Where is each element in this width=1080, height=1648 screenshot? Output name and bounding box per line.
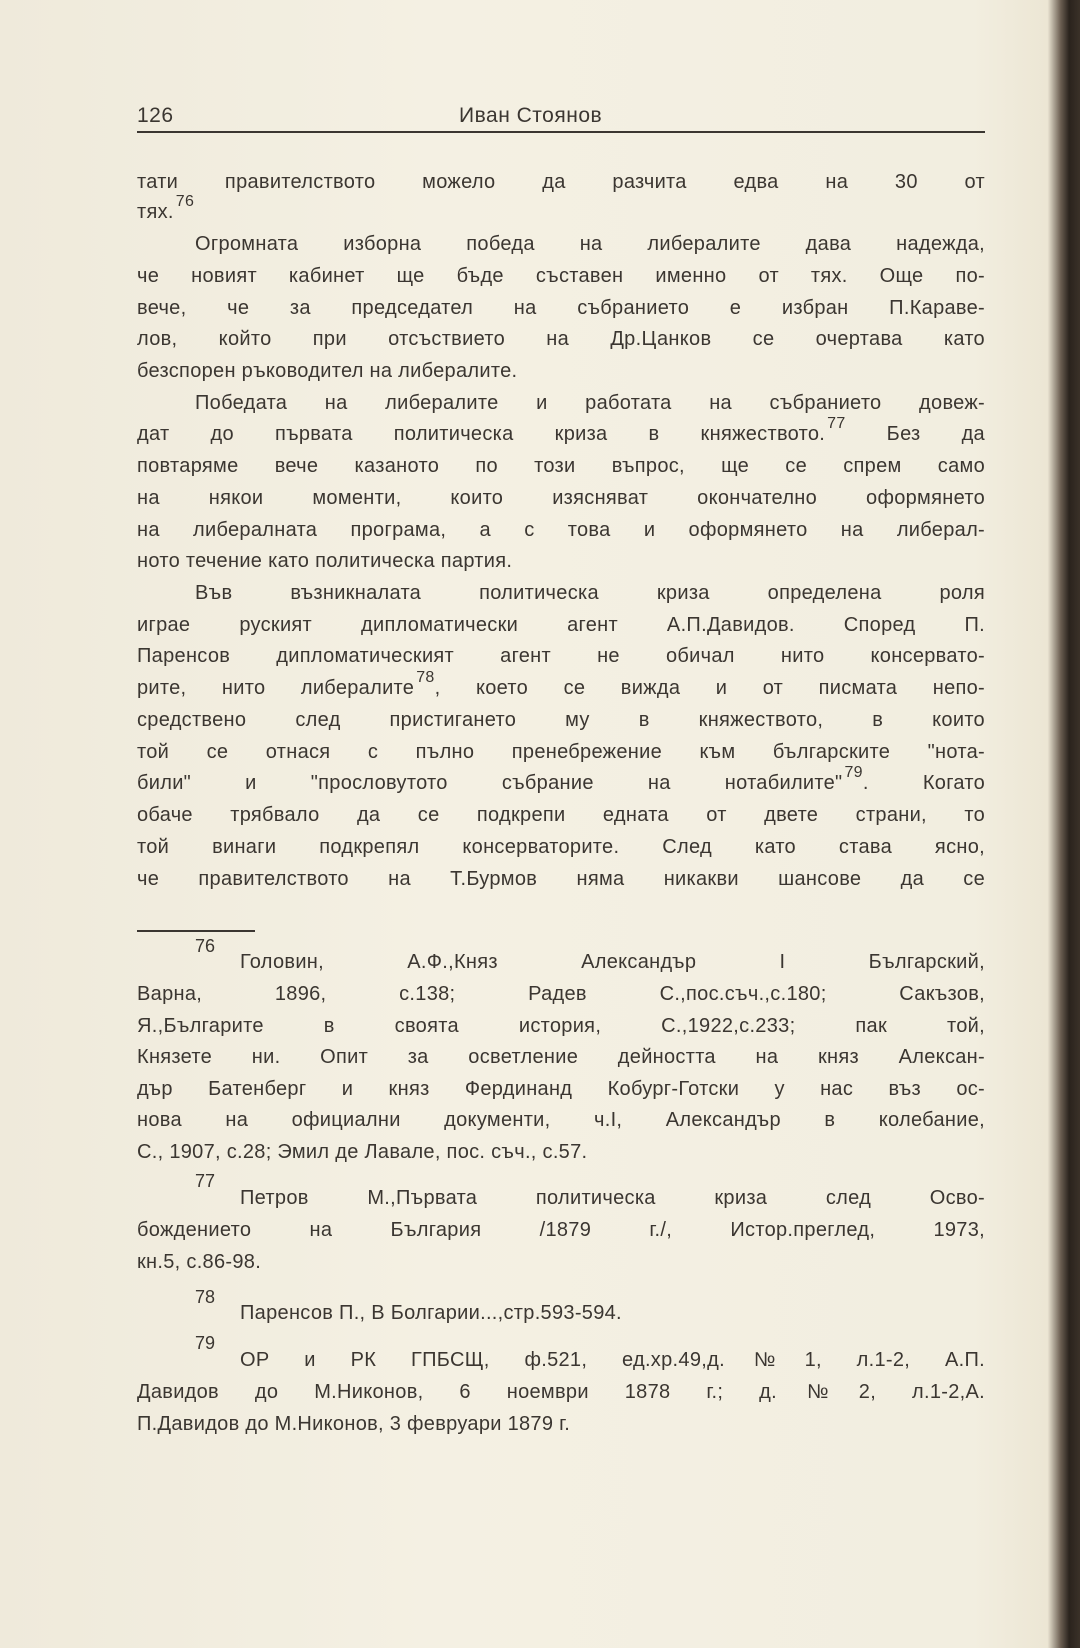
line-text: Огромната изборна победа на либералите дава надежда, [195, 233, 985, 255]
body-line [137, 644, 985, 668]
body-line [137, 549, 985, 573]
footnote-line: Варна, 1896, с.138; Радев С.,пос.съч.,с.180; Сакъзов, [137, 983, 985, 1005]
footnote-number: 77 [195, 1171, 216, 1191]
body-line [137, 740, 985, 764]
line-text: на някои моменти, които изясняват окончателно оформянето [137, 487, 985, 509]
line-text: Победата на либералите и работата на събранието довеж- [195, 392, 985, 414]
footnote-number: 78 [195, 1287, 216, 1307]
footnote-reference[interactable]: 79 [844, 764, 863, 781]
body-line [137, 327, 985, 351]
line-text: Паренсов дипломатическият агент не обичал нито консервато- [137, 645, 985, 667]
body-line [137, 613, 985, 637]
line-text: на либералната програма, а с това и оформянето на либерал- [137, 519, 985, 541]
footnote-line: бождението на България /1879 г./, Истор.преглед, 1973, [137, 1219, 985, 1241]
line-text: повтаряме вече казаното по този въпрос, ще се спрем само [137, 455, 985, 477]
line-text: тати правителството можело да разчита едва на 30 от [137, 171, 985, 193]
footnote-line: нова на официални документи, ч.I, Александър в колебание, [137, 1109, 985, 1131]
line-text: средствено след пристигането му в княжеството, в които [137, 709, 985, 731]
footnote-line: С., 1907, с.28; Эмил де Лавале, пос. съч., с.57. [137, 1141, 588, 1163]
line-text: той винаги подкрепял консерваторите. След като става ясно, [137, 836, 985, 858]
line-text: Във възникналата политическа криза определена роля [195, 582, 985, 604]
body-line [137, 764, 985, 797]
footnote-reference[interactable]: 77 [827, 415, 846, 432]
body-line [137, 415, 985, 448]
page-number: 126 [137, 104, 174, 127]
body-line [137, 359, 985, 383]
line-text: лов, който при отсъствието на Др.Цанков се очертава като [137, 328, 985, 350]
footnote-line: Головин, А.Ф.,Княз Александър I Българский, [240, 951, 985, 973]
footnote-line: Давидов до М.Никонов, 6 ноември 1878 г.; д.№2, л.1-2,А. [137, 1381, 985, 1403]
footnote-reference[interactable]: 76 [175, 193, 195, 210]
body-line [137, 454, 985, 478]
line-text: той се отнася с пълно пренебрежение към българските "нота- [137, 741, 985, 763]
footnote-line: кн.5, с.86-98. [137, 1251, 262, 1273]
footnote-line: Паренсов П., В Болгарии...,стр.593-594. [240, 1302, 622, 1324]
footnote-line: П.Давидов до М.Никонов, 3 февруари 1879 г. [137, 1413, 571, 1435]
line-text: вече, че за председател на събранието е избран П.Караве- [137, 297, 985, 319]
body-line [137, 835, 985, 859]
line-text: безспорен ръководител на либералите. [137, 360, 518, 382]
footnote-line: Петров М.,Първата политическа криза след Осво- [240, 1187, 985, 1209]
footnote-number: 76 [195, 936, 216, 956]
footnote-reference[interactable]: 78 [416, 669, 435, 686]
line-text: тях. [137, 201, 174, 223]
line-text: играе руският дипломатически агент А.П.Давидов. Според П. [137, 614, 985, 636]
footnote-line: ОР и РК ГПБСЩ, ф.521, ед.хр.49,д.№1, л.1-2, А.П. [240, 1349, 985, 1371]
line-text: че правителството на Т.Бурмов няма никакви шансове да се [137, 868, 985, 890]
body-line [137, 486, 985, 510]
line-text: Без да [845, 423, 985, 445]
line-text: били" и "прословутото събрание на нотабилите" [137, 772, 843, 794]
body-line [137, 232, 985, 256]
footnote-line: Князете ни. Опит за осветление дейността на княз Алексан- [137, 1046, 985, 1068]
body-line [137, 803, 985, 827]
body-line [137, 669, 985, 702]
footnote-line: Я.,Българите в своята история, С.,1922,с.233; пак той, [137, 1015, 985, 1037]
footnote-line: дър Батенберг и княз Фердинанд Кобург-Готски у нас въз ос- [137, 1078, 985, 1100]
line-text: ното течение като политическа партия. [137, 550, 513, 572]
line-text: че новият кабинет ще бъде съставен именно от тях. Още по- [137, 265, 985, 287]
line-text: обаче трябвало да се подкрепи едната от двете страни, то [137, 804, 985, 826]
body-line [137, 170, 985, 194]
body-line [137, 708, 985, 732]
body-line [137, 296, 985, 320]
header-rule [137, 131, 985, 133]
body-line [137, 193, 985, 226]
footnote-separator [137, 930, 255, 932]
footnote-number: 79 [195, 1333, 216, 1353]
line-text: . Когато [862, 772, 985, 794]
line-text: дат до първата политическа криза в княжеството. [137, 423, 826, 445]
running-title: Иван Стоянов [459, 104, 603, 127]
body-line [137, 867, 985, 891]
line-text: , което се вижда и от писмата непо- [434, 677, 985, 699]
line-text: рите, нито либералите [137, 677, 415, 699]
body-line [137, 581, 985, 605]
body-line [137, 264, 985, 288]
body-line [137, 391, 985, 415]
body-line [137, 518, 985, 542]
